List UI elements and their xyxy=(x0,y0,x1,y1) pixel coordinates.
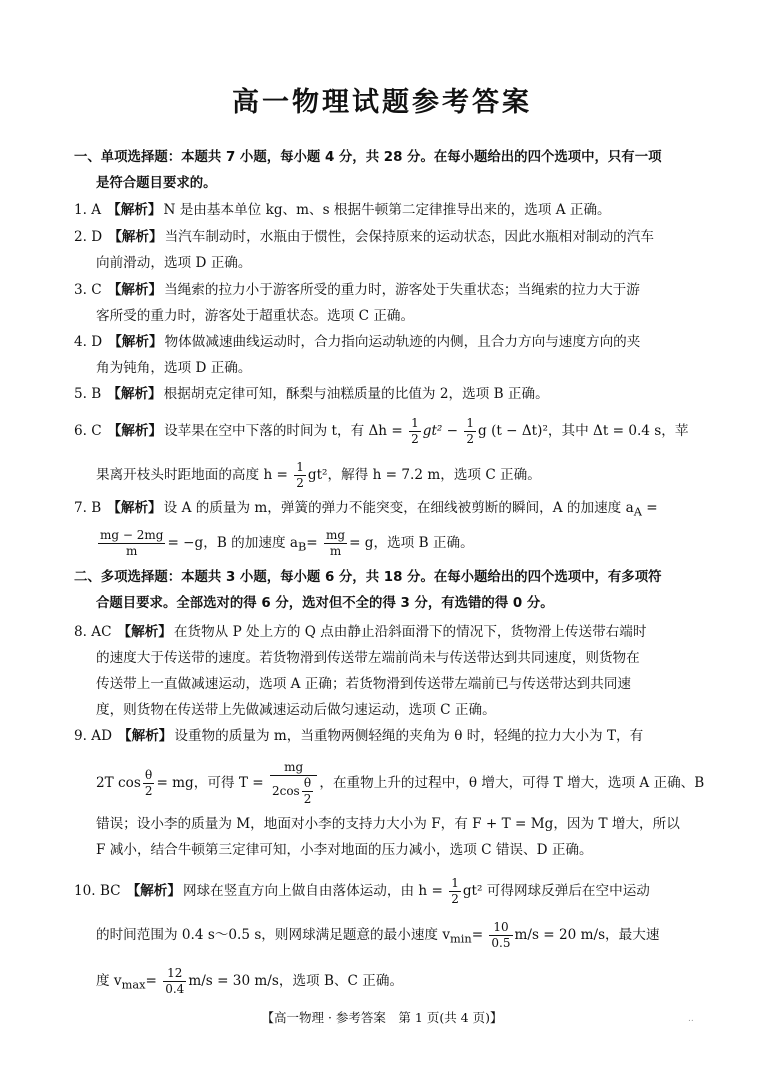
answer-text: 果离开枝头时距地面的高度 h = xyxy=(96,467,288,483)
answer-number: 4. D xyxy=(74,334,103,350)
denominator xyxy=(270,775,317,807)
answer-text: 网球在竖直方向上做自由落体运动，由 h = xyxy=(182,883,443,899)
answer-text: = −g，B 的加速度 a xyxy=(167,535,298,551)
denominator: m xyxy=(98,543,165,559)
answer-6 xyxy=(74,416,696,447)
analysis-tag: 【解析】 xyxy=(107,386,162,402)
fraction xyxy=(98,528,165,559)
analysis-tag: 【解析】 xyxy=(118,728,173,744)
denominator: 0.4 xyxy=(165,982,185,996)
answer-text: 度 v xyxy=(96,973,122,989)
formula-text: g (t − Δt)²，其中 Δt = 0.4 s，苹 xyxy=(478,423,689,439)
answer-text: gt² 可得网球反弹后在空中运动 xyxy=(462,883,650,899)
denominator: 2 xyxy=(303,792,312,806)
answer-number: 9. AD xyxy=(74,728,113,744)
answer-3-cont: 客所受的重力时，游客处于超重状态。选项 C 正确。 xyxy=(96,308,415,324)
answer-text: gt²，解得 h = 7.2 m，选项 C 正确。 xyxy=(307,467,541,483)
answer-text: 的时间范围为 0.4 s～0.5 s，则网球满足题意的最小速度 v xyxy=(96,927,451,943)
page-footer: 【高一物理 · 参考答案 第 1 页(共 4 页)】 xyxy=(261,1010,503,1025)
answer-9-cont: F 减小，结合牛顿第三定律可知，小李对地面的压力减小，选项 C 错误、D 正确。 xyxy=(96,842,593,858)
answer-number: 1. A xyxy=(74,202,102,218)
answer-10-cont xyxy=(96,966,696,997)
answer-6-cont xyxy=(96,460,696,491)
fraction-half xyxy=(464,416,476,447)
subscript: A xyxy=(633,504,642,519)
fraction xyxy=(163,966,186,997)
denominator: 2 xyxy=(144,784,153,798)
numerator: θ xyxy=(145,768,153,782)
denominator: 0.5 xyxy=(491,936,511,950)
denominator: 2 xyxy=(411,432,419,446)
answer-3 xyxy=(74,280,696,300)
answer-9 xyxy=(74,726,696,746)
subscript: min xyxy=(450,931,472,946)
answer-text: ，在重物上升的过程中，θ 增大，可得 T 增大，选项 A 正确、B xyxy=(319,775,705,791)
answer-text: 设重物的质量为 m，当重物两侧轻绳的夹角为 θ 时，轻绳的拉力大小为 T，有 xyxy=(174,728,644,744)
denominator: 2 xyxy=(451,892,459,906)
answer-text: 设苹果在空中下落的时间为 t，有 Δh = xyxy=(164,423,403,439)
analysis-tag: 【解析】 xyxy=(117,624,172,640)
answer-10-cont xyxy=(96,920,696,951)
numerator: 1 xyxy=(296,460,304,474)
answer-4 xyxy=(74,332,696,352)
numerator: θ xyxy=(303,776,312,790)
answer-7-cont xyxy=(96,528,696,559)
answer-8 xyxy=(74,622,696,642)
fraction-theta-half xyxy=(302,776,314,807)
answer-text: 物体做减速曲线运动时，合力指向运动轨迹的内侧，且合力方向与速度方向的夹 xyxy=(164,334,641,350)
answer-1 xyxy=(74,200,696,220)
answer-number: 3. C xyxy=(74,282,102,298)
numerator: mg − 2mg xyxy=(100,528,164,542)
answer-8-cont: 度，则货物在传送带上先做减速运动后做匀速运动，选项 C 正确。 xyxy=(96,702,496,718)
fraction-theta-half xyxy=(143,768,155,799)
numerator: 1 xyxy=(411,416,419,430)
numerator: 1 xyxy=(466,416,475,430)
section1-heading-cont: 是符合题目要求的。 xyxy=(96,176,217,191)
answer-9-cont: 错误；设小李的质量为 M，地面对小李的支持力大小为 F，有 F + T = Mg，因为 T 增大，所以 xyxy=(96,816,680,832)
answer-4-cont: 角为钝角，选项 D 正确。 xyxy=(96,360,252,376)
numerator: mg xyxy=(326,528,346,542)
analysis-tag: 【解析】 xyxy=(107,500,162,516)
section2-heading-cont: 合题目要求。全部选对的得 6 分，选对但不全的得 3 分，有选错的得 0 分。 xyxy=(96,596,554,611)
answer-2 xyxy=(74,227,696,247)
answer-number: 7. B xyxy=(74,500,102,516)
fraction-tension xyxy=(270,760,317,807)
answer-number: 5. B xyxy=(74,386,102,402)
answer-number: 6. C xyxy=(74,423,102,439)
analysis-tag: 【解析】 xyxy=(108,334,163,350)
section1-heading: 一、单项选择题：本题共 7 小题，每小题 4 分，共 28 分。在每小题给出的四个选项中，只有一项 xyxy=(74,150,662,165)
subscript: B xyxy=(297,539,307,554)
answer-10 xyxy=(74,876,696,907)
analysis-tag: 【解析】 xyxy=(107,202,162,218)
formula-text: = mg，可得 T = xyxy=(156,775,264,791)
fraction-half xyxy=(294,460,306,491)
denominator: m xyxy=(324,543,347,559)
denominator: 2 xyxy=(466,432,475,446)
fraction-half xyxy=(409,416,421,447)
corner-mark: .. xyxy=(688,1014,694,1024)
answer-8-cont: 传送带上一直做减速运动，选项 A 正确；若货物滑到传送带左端前已与传送带达到共同速 xyxy=(96,676,632,692)
denominator: 2 xyxy=(296,476,304,490)
answer-2-cont: 向前滑动，选项 D 正确。 xyxy=(96,255,252,271)
answer-text: 在货物从 P 处上方的 Q 点由静止沿斜面滑下的情况下，货物滑上传送带右端时 xyxy=(173,624,647,640)
equals-sign: = xyxy=(145,973,157,989)
answer-text: 当汽车制动时，水瓶由于惯性，会保持原来的运动状态，因此水瓶相对制动的汽车 xyxy=(164,229,654,245)
analysis-tag: 【解析】 xyxy=(107,423,163,439)
answer-text: 设 A 的质量为 m，弹簧的弹力不能突变，在细线被剪断的瞬间，A 的加速度 a xyxy=(163,500,634,516)
answer-number: 10. BC xyxy=(74,883,121,899)
answer-text: N 是由基本单位 kg、m、s 根据牛顿第二定律推导出来的，选项 A 正确。 xyxy=(163,202,611,218)
analysis-tag: 【解析】 xyxy=(107,282,163,298)
answer-text: 当绳索的拉力小于游客所受的重力时，游客处于失重状态；当绳索的拉力大于游 xyxy=(164,282,640,298)
equals-sign: = xyxy=(471,927,484,943)
numerator: 12 xyxy=(167,966,183,980)
answer-8-cont: 的速度大于传送带的速度。若货物滑到传送带左端前尚未与传送带达到共同速度，则货物在 xyxy=(96,650,640,666)
section2-heading: 二、多项选择题：本题共 3 小题，每小题 6 分，共 18 分。在每小题给出的四个选项中，有多项符 xyxy=(74,570,662,585)
formula-text: gt² − xyxy=(422,423,459,439)
analysis-tag: 【解析】 xyxy=(126,883,181,899)
answer-7 xyxy=(74,498,696,522)
cos-text: 2cos xyxy=(271,784,300,798)
fraction xyxy=(324,528,347,559)
analysis-tag: 【解析】 xyxy=(108,229,163,245)
numerator: 1 xyxy=(451,876,459,890)
numerator: 10 xyxy=(493,920,509,934)
subscript: max xyxy=(121,977,146,992)
equals-sign: = xyxy=(646,500,658,516)
numerator: mg xyxy=(284,760,304,774)
answer-text: 根据胡克定律可知，酥梨与油糕质量的比值为 2，选项 B 正确。 xyxy=(163,386,549,402)
fraction xyxy=(489,920,512,951)
equals-sign: = xyxy=(306,535,318,551)
fraction-half xyxy=(449,876,461,907)
answer-number: 8. AC xyxy=(74,624,112,640)
answer-9-cont xyxy=(96,760,705,807)
answer-text: m/s = 20 m/s，最大速 xyxy=(514,927,660,943)
answer-text: m/s = 30 m/s，选项 B、C 正确。 xyxy=(188,973,404,989)
answer-number: 2. D xyxy=(74,229,103,245)
answer-text: = g，选项 B 正确。 xyxy=(349,535,474,551)
formula-text: 2T cos xyxy=(96,775,141,791)
page-title: 高一物理试题参考答案 xyxy=(232,87,532,118)
answer-5 xyxy=(74,384,696,404)
